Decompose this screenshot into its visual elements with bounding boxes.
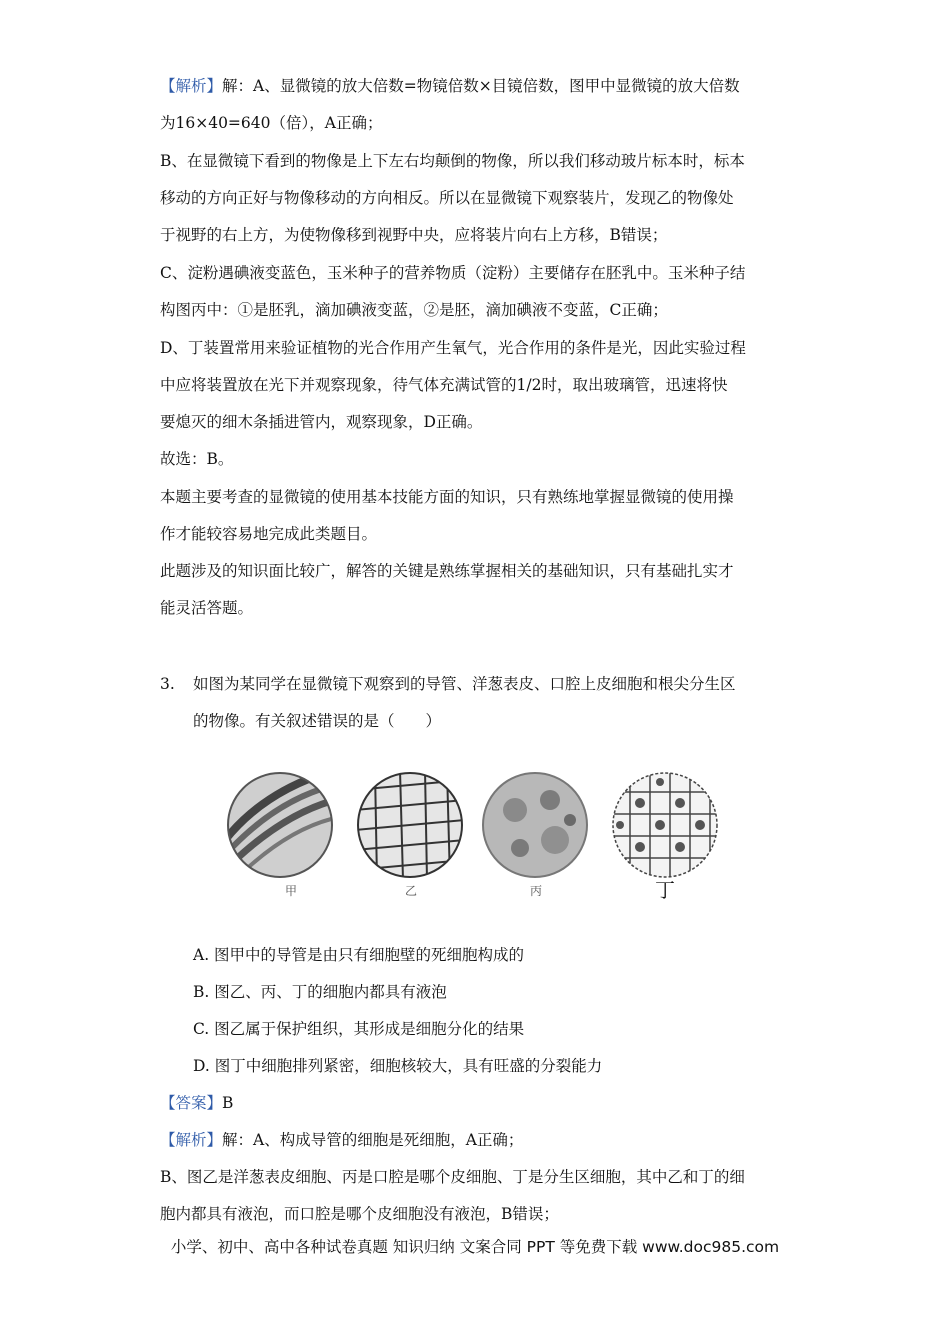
analysis-line-1 xyxy=(160,75,740,97)
question-stem-line-1: 如图为某同学在显微镜下观察到的导管、洋葱表皮、口腔上皮细胞和根尖分生区 xyxy=(193,675,736,693)
analysis-tag: 【解析】 xyxy=(160,77,223,95)
micrograph-ding xyxy=(610,770,720,880)
answer-tag: 【答案】 xyxy=(160,1094,223,1112)
question-stem-line-2: 的物像。有关叙述错误的是（ ） xyxy=(193,712,442,730)
analysis-text: 解：A、显微镜的放大倍数=物镜倍数×目镜倍数，图甲中显微镜的放大倍数 xyxy=(222,77,740,95)
analysis-line-9: 中应将装置放在光下并观察现象，待气体充满试管的1/2时，取出玻璃管，迅速将快 xyxy=(160,376,728,394)
analysis-line-14: 此题涉及的知识面比较广，解答的关键是熟练掌握相关的基础知识，只有基础扎实才 xyxy=(160,562,734,580)
analysis-line-10: 要熄灭的细木条插进管内，观察现象，D正确。 xyxy=(160,413,483,431)
analysis-line-7: 构图丙中：①是胚乳，滴加碘液变蓝，②是胚，滴加碘液不变蓝，C正确； xyxy=(160,301,668,319)
answer-value: B xyxy=(222,1094,234,1112)
analysis-line-4: 移动的方向正好与物像移动的方向相反。所以在显微镜下观察装片，发现乙的物像处 xyxy=(160,189,734,207)
analysis-line-11: 故选：B。 xyxy=(160,450,234,468)
figure-label-yi: 乙 xyxy=(405,884,418,898)
q3-analysis-text: 解：A、构成导管的细胞是死细胞，A正确； xyxy=(222,1131,524,1149)
analysis-line-8: D、丁装置常用来验证植物的光合作用产生氧气，光合作用的条件是光，因此实验过程 xyxy=(160,339,746,357)
option-c: C. 图乙属于保护组织，其形成是细胞分化的结果 xyxy=(193,1020,525,1038)
micrograph-jia xyxy=(225,770,335,880)
footer-banner: 小学、初中、高中各种试卷真题 知识归纳 文案合同 PPT 等免费下载 www.doc985.com xyxy=(170,1238,780,1256)
option-b: B. 图乙、丙、丁的细胞内都具有液泡 xyxy=(193,983,447,1001)
micrograph-bing xyxy=(480,770,590,880)
q3-analysis-line-1 xyxy=(160,1129,523,1151)
q3-analysis-line-2: B、图乙是洋葱表皮细胞、丙是口腔是哪个皮细胞、丁是分生区细胞，其中乙和丁的细 xyxy=(160,1168,745,1186)
analysis-line-3: B、在显微镜下看到的物像是上下左右均颠倒的物像，所以我们移动玻片标本时，标本 xyxy=(160,152,745,170)
analysis-line-12: 本题主要考查的显微镜的使用基本技能方面的知识，只有熟练地掌握显微镜的使用操 xyxy=(160,488,734,506)
micrograph-yi xyxy=(355,770,465,880)
figure-label-bing: 丙 xyxy=(530,884,543,898)
option-d: D. 图丁中细胞排列紧密，细胞核较大，具有旺盛的分裂能力 xyxy=(193,1057,603,1075)
analysis-line-2: 为16×40=640（倍），A正确； xyxy=(160,114,383,132)
figure-label-jia: 甲 xyxy=(285,884,298,898)
micrograph-images xyxy=(225,770,725,900)
analysis-line-6: C、淀粉遇碘液变蓝色，玉米种子的营养物质（淀粉）主要储存在胚乳中。玉米种子结 xyxy=(160,264,746,282)
analysis-line-5: 于视野的右上方，为使物像移到视野中央，应将装片向右上方移，B错误； xyxy=(160,226,668,244)
analysis-line-15: 能灵活答题。 xyxy=(160,599,254,617)
analysis-line-13: 作才能较容易地完成此类题目。 xyxy=(160,525,378,543)
answer-line xyxy=(160,1092,233,1114)
option-a: A. 图甲中的导管是由只有细胞壁的死细胞构成的 xyxy=(193,946,525,964)
figure-label-ding: 丁 xyxy=(655,878,675,902)
question-number: 3. xyxy=(160,675,175,693)
q3-analysis-tag: 【解析】 xyxy=(160,1131,223,1149)
micrograph-figure xyxy=(225,770,725,900)
q3-analysis-line-3: 胞内都具有液泡，而口腔是哪个皮细胞没有液泡，B错误； xyxy=(160,1205,559,1223)
